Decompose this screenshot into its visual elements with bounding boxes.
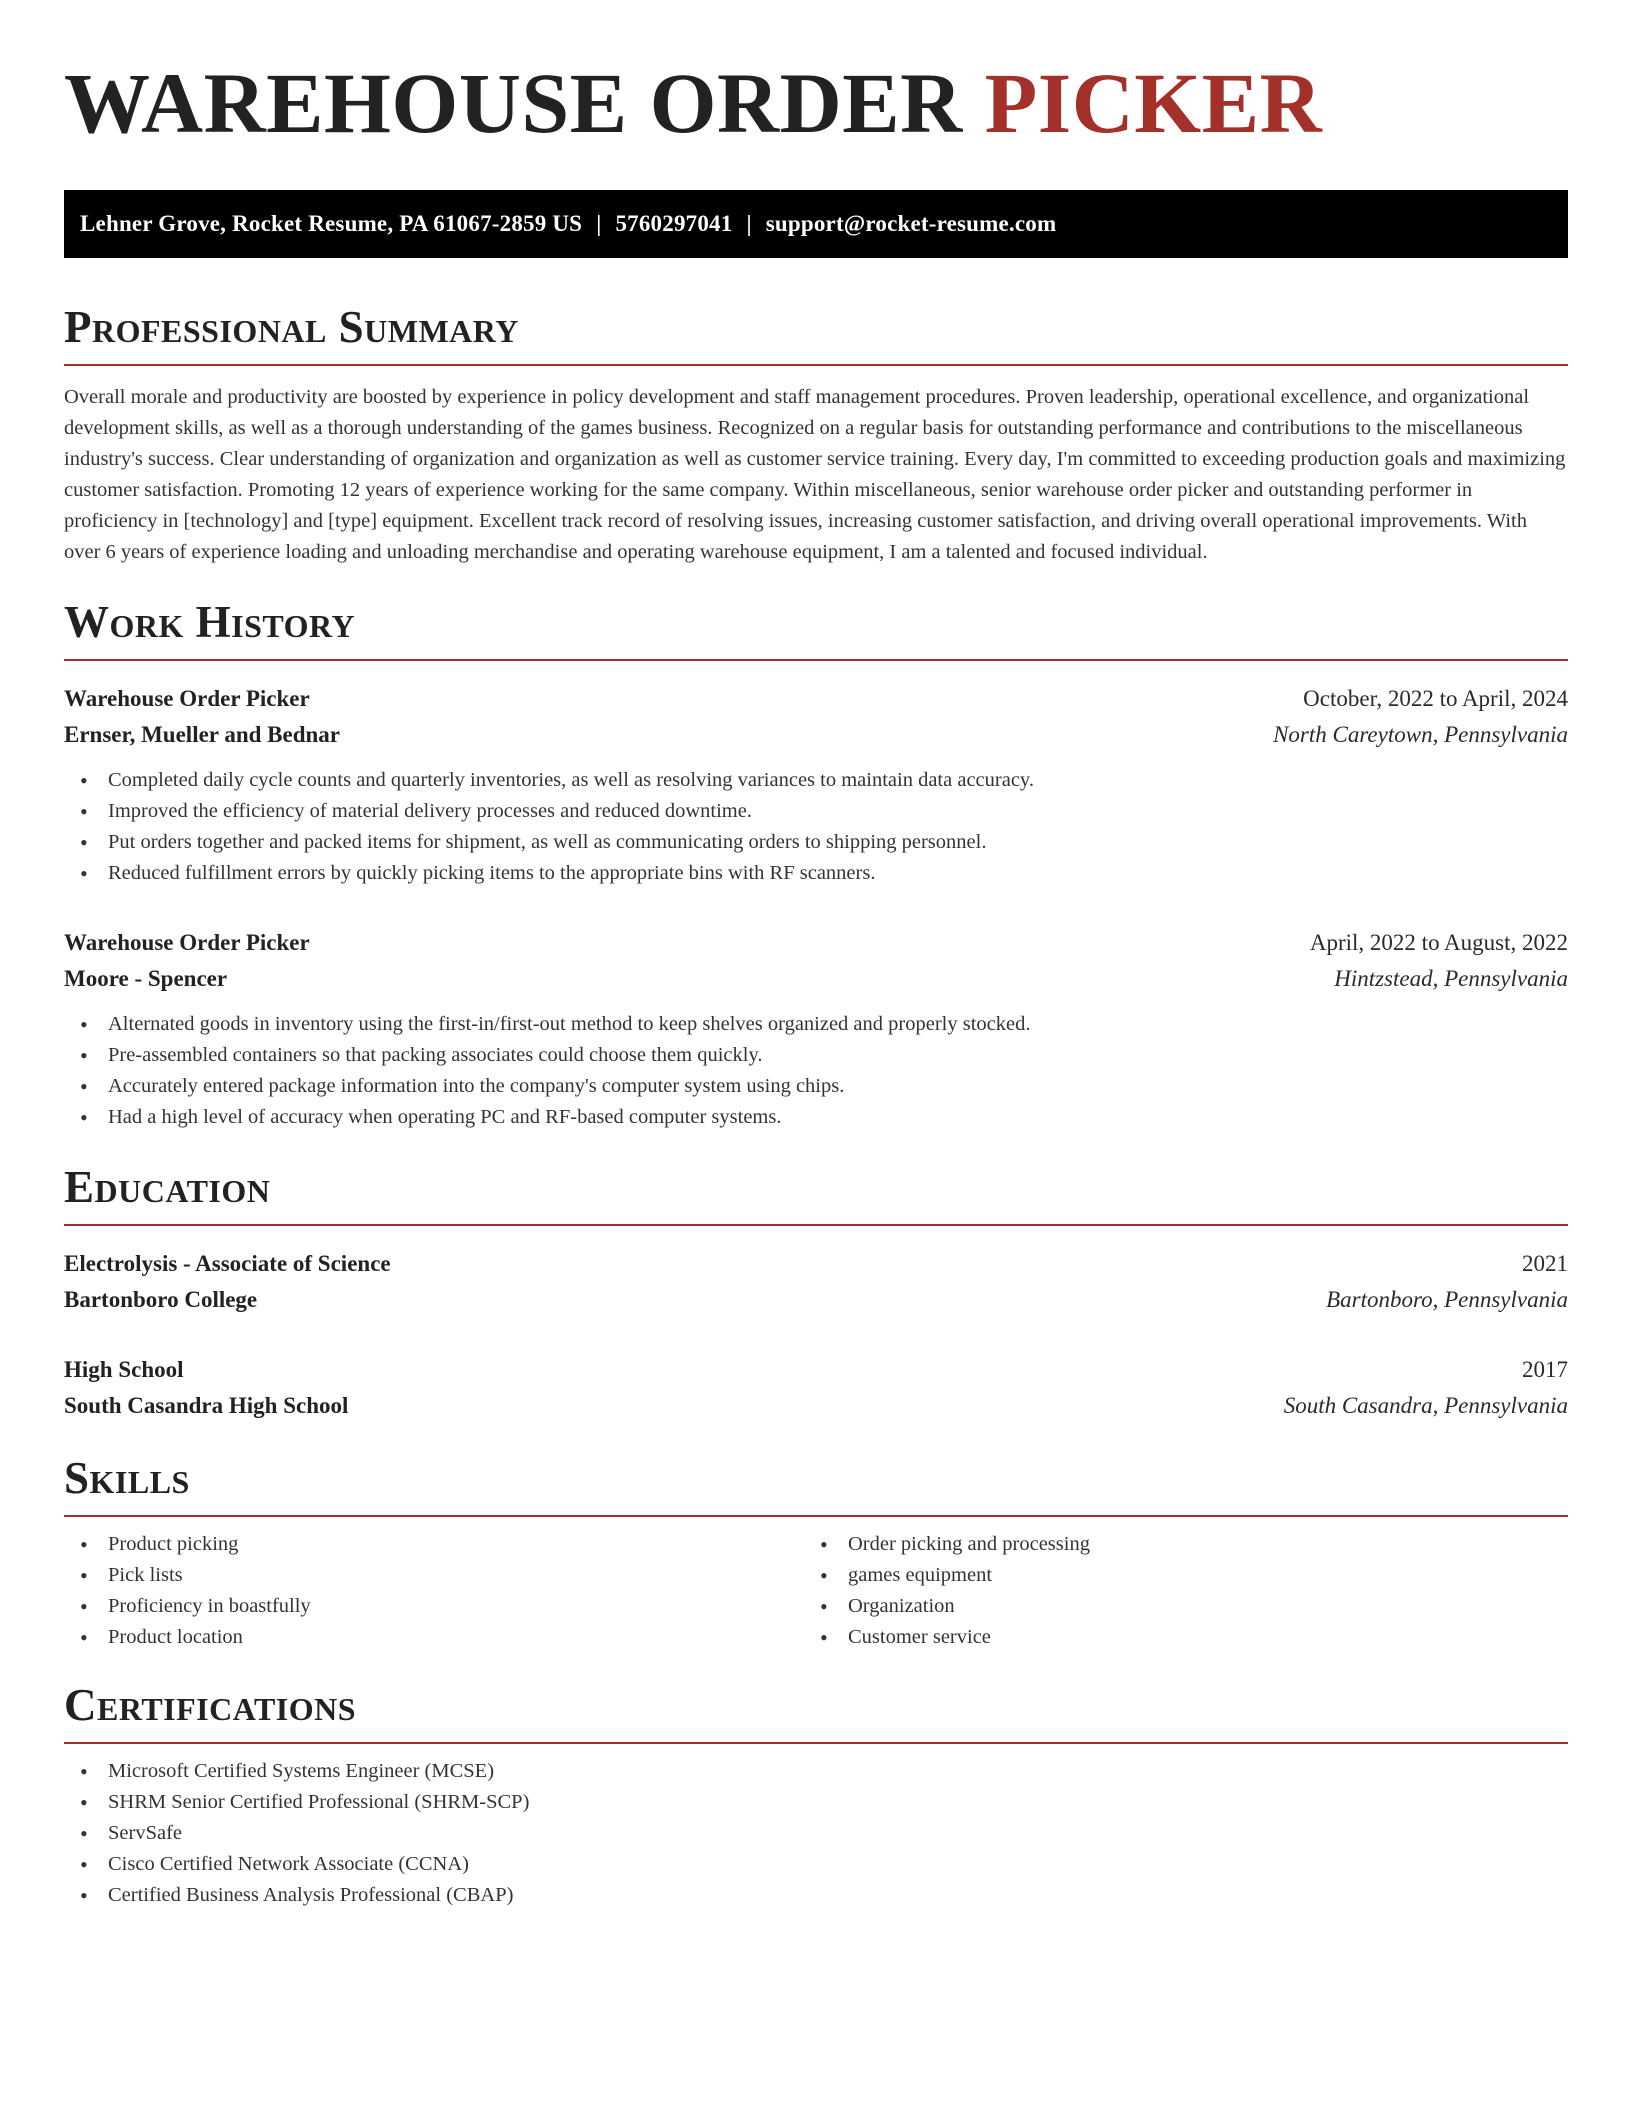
skill-item: • Product location [80, 1622, 804, 1653]
work-history-heading: Work History [64, 600, 1568, 661]
job-location: Hintzstead, Pennsylvania [1334, 966, 1568, 991]
skills-list-left [64, 1529, 804, 1653]
certifications-heading: Certifications [64, 1683, 1568, 1744]
skill-item: • Order picking and processing [820, 1529, 1544, 1560]
job-location: North Careytown, Pennsylvania [1273, 722, 1568, 747]
summary-text: Overall morale and productivity are boosted by experience in policy development and staff management procedures. Proven leadership, operational excellence, and organizational development skills, as well as a thorough understanding of the games business. Recognized on a regular basis for outstanding performance and contributions to the miscellaneous industry's success. Clear understanding of organization and organization as well as customer service training. Every day, I'm committed to exceeding production goals and maximizing customer satisfaction. Promoting 12 years of experience working for the same company. Within miscellaneous, senior warehouse order picker and outstanding performer in proficiency in [technology] and [type] equipment. Excellent track record of resolving issues, increasing customer satisfaction, and driving overall operational improvements. With over 6 years of experience loading and unloading merchandise and operating warehouse equipment, I am a talented and focused individual. [64, 386, 1566, 563]
job-entry [64, 925, 1568, 1133]
skills-section [64, 1453, 1568, 1653]
certifications-section [64, 1680, 1568, 1911]
job-bullet: • Alternated goods in inventory using the first-in/first-out method to keep shelves organized and properly stocked. [80, 1009, 1568, 1040]
job-entry [64, 681, 1568, 889]
certification-item: • Certified Business Analysis Professional (CBAP) [80, 1880, 1568, 1911]
education-school-row [64, 1388, 1568, 1424]
skill-item: • Pick lists [80, 1560, 804, 1591]
title-main: WAREHOUSE ORDER [64, 55, 963, 151]
education-location: South Casandra, Pennsylvania [1283, 1393, 1568, 1418]
certification-item: • ServSafe [80, 1818, 1568, 1849]
job-bullet: • Improved the efficiency of material delivery processes and reduced downtime. [80, 796, 1568, 827]
job-bullet: • Pre-assembled containers so that packing associates could choose them quickly. [80, 1040, 1568, 1071]
education-degree-row [64, 1352, 1568, 1388]
education-location: Bartonboro, Pennsylvania [1326, 1287, 1568, 1312]
contact-separator: | [596, 211, 602, 236]
skill-item: • games equipment [820, 1560, 1544, 1591]
skills-grid [64, 1529, 1568, 1653]
job-bullet: • Completed daily cycle counts and quarterly inventories, as well as resolving variances to maintain data accuracy. [80, 765, 1568, 796]
job-title: Warehouse Order Picker [64, 930, 310, 955]
job-bullet: • Reduced fulfillment errors by quickly picking items to the appropriate bins with RF scanners. [80, 858, 1568, 889]
contact-bar [64, 190, 1568, 258]
skill-item: • Proficiency in boastfully [80, 1591, 804, 1622]
job-bullet: • Accurately entered package information into the company's computer system using chips. [80, 1071, 1568, 1102]
education-entry [64, 1246, 1568, 1318]
job-company-row [64, 717, 1568, 753]
skill-item: • Organization [820, 1591, 1544, 1622]
education-degree-row [64, 1246, 1568, 1282]
job-company: Moore - Spencer [64, 966, 228, 991]
education-school: Bartonboro College [64, 1287, 258, 1312]
skills-list-right [804, 1529, 1544, 1653]
summary-heading: Professional Summary [64, 305, 1568, 366]
summary-section [64, 302, 1568, 568]
job-bullet: • Had a high level of accuracy when operating PC and RF-based computer systems. [80, 1102, 1568, 1133]
job-title-row [64, 925, 1568, 961]
skill-item: • Product picking [80, 1529, 804, 1560]
job-bullets [64, 765, 1568, 889]
contact-email[interactable]: support@rocket-resume.com [765, 211, 1057, 236]
resume-title [64, 55, 1568, 172]
job-title-row [64, 681, 1568, 717]
certification-item: • SHRM Senior Certified Professional (SHRM-SCP) [80, 1787, 1568, 1818]
certification-item: • Cisco Certified Network Associate (CCNA) [80, 1849, 1568, 1880]
job-company-row [64, 961, 1568, 997]
education-year: 2021 [1522, 1251, 1568, 1276]
title-accent: PICKER [984, 55, 1323, 151]
education-school: South Casandra High School [64, 1393, 349, 1418]
job-title: Warehouse Order Picker [64, 686, 310, 711]
skills-heading: Skills [64, 1456, 1568, 1517]
skill-item: • Customer service [820, 1622, 1544, 1653]
contact-address: Lehner Grove, Rocket Resume, PA 61067-2859 US [80, 211, 583, 236]
certifications-list [64, 1756, 1568, 1911]
job-dates: April, 2022 to August, 2022 [1309, 930, 1568, 955]
education-degree: Electrolysis - Associate of Science [64, 1251, 391, 1276]
education-section [64, 1162, 1568, 1424]
education-year: 2017 [1522, 1357, 1568, 1382]
job-bullet: • Put orders together and packed items for shipment, as well as communicating orders to shipping personnel. [80, 827, 1568, 858]
education-degree: High School [64, 1357, 184, 1382]
education-entry [64, 1352, 1568, 1424]
certification-item: • Microsoft Certified Systems Engineer (MCSE) [80, 1756, 1568, 1787]
contact-separator: | [746, 211, 752, 236]
work-history-section [64, 597, 1568, 1133]
contact-phone: 5760297041 [615, 211, 733, 236]
job-company: Ernser, Mueller and Bednar [64, 722, 341, 747]
education-heading: Education [64, 1165, 1568, 1226]
job-bullets [64, 1009, 1568, 1133]
job-dates: October, 2022 to April, 2024 [1303, 686, 1568, 711]
education-school-row [64, 1282, 1568, 1318]
